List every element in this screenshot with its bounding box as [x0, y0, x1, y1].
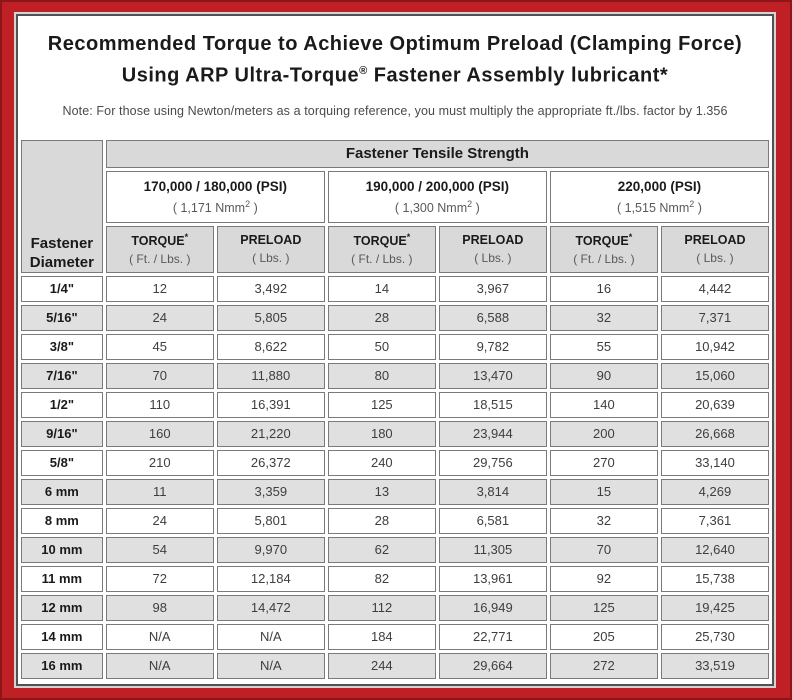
preload-header-label: PRELOAD [462, 233, 524, 248]
conversion-note: Note: For those using Newton/meters as a torquing reference, you must multiply the appropriate ft./lbs. factor by 1.356 [62, 103, 728, 118]
cell-value: 16,949 [439, 595, 547, 621]
cell-value: 50 [328, 334, 436, 360]
cell-value: 32 [550, 508, 658, 534]
cell-value: 5,801 [217, 508, 325, 534]
table-row [21, 276, 769, 302]
cell-value: 4,269 [661, 479, 769, 505]
table-row [21, 508, 769, 534]
cell-value: 9,970 [217, 537, 325, 563]
cell-value: 8,622 [217, 334, 325, 360]
torque-word: TORQUE [575, 234, 629, 249]
table-row [21, 421, 769, 447]
cell-value: 92 [550, 566, 658, 592]
cell-value: 29,756 [439, 450, 547, 476]
cell-value: 12,184 [217, 566, 325, 592]
cell-value: 205 [550, 624, 658, 650]
nmm-prefix: ( 1,515 Nmm [616, 200, 690, 215]
row-diameter: 9/16" [21, 421, 103, 447]
nmm-superscript: 2 [467, 198, 473, 209]
row-diameter: 3/8" [21, 334, 103, 360]
cell-value: 112 [328, 595, 436, 621]
cell-value: 3,814 [439, 479, 547, 505]
nmm-label [109, 199, 322, 215]
torque-header-label [109, 232, 211, 248]
cell-value: 272 [550, 653, 658, 679]
cell-value: 70 [550, 537, 658, 563]
cell-value: 90 [550, 363, 658, 389]
table-body [21, 276, 769, 679]
cell-value: 15 [550, 479, 658, 505]
cell-value: 18,515 [439, 392, 547, 418]
cell-value: N/A [217, 653, 325, 679]
cell-value: 82 [328, 566, 436, 592]
nmm-superscript: 2 [689, 198, 695, 209]
cell-value: 184 [328, 624, 436, 650]
corner-label-line2: Diameter [29, 253, 94, 271]
row-diameter: 14 mm [21, 624, 103, 650]
psi-group-220 [550, 171, 769, 223]
preload-unit: ( Lbs. ) [474, 251, 512, 266]
torque-unit: ( Ft. / Lbs. ) [351, 252, 413, 267]
row-diameter: 10 mm [21, 537, 103, 563]
cell-value: 45 [106, 334, 214, 360]
nmm-prefix: ( 1,171 Nmm [172, 200, 246, 215]
table-row [21, 479, 769, 505]
cell-value: 80 [328, 363, 436, 389]
torque-preload-header-row [21, 226, 769, 273]
row-diameter: 11 mm [21, 566, 103, 592]
cell-value: 14 [328, 276, 436, 302]
torque-header-label [553, 232, 655, 248]
torque-unit: ( Ft. / Lbs. ) [573, 252, 635, 267]
cell-value: 24 [106, 508, 214, 534]
cell-value: 19,425 [661, 595, 769, 621]
table-row [21, 334, 769, 360]
cell-value: 33,519 [661, 653, 769, 679]
torque-header-2 [328, 226, 436, 273]
title-line2-suffix: Fastener Assembly lubricant* [367, 64, 669, 87]
cell-value: 7,361 [661, 508, 769, 534]
cell-value: 72 [106, 566, 214, 592]
torque-header-label [331, 232, 433, 248]
corner-label-line1: Fastener [30, 234, 94, 252]
cell-value: 11,880 [217, 363, 325, 389]
table-row [21, 450, 769, 476]
psi-label: 170,000 / 180,000 (PSI) [143, 178, 287, 194]
cell-value: 28 [328, 305, 436, 331]
psi-label: 190,000 / 200,000 (PSI) [365, 178, 510, 194]
cell-value: 210 [106, 450, 214, 476]
table-row [21, 624, 769, 650]
nmm-label [331, 199, 544, 215]
torque-unit: ( Ft. / Lbs. ) [129, 252, 191, 267]
cell-value: 12 [106, 276, 214, 302]
row-diameter: 5/16" [21, 305, 103, 331]
cell-value: 244 [328, 653, 436, 679]
cell-value: 29,664 [439, 653, 547, 679]
table-row [21, 363, 769, 389]
title-block [18, 16, 772, 118]
document-panel [16, 14, 774, 686]
preload-header-3 [661, 226, 769, 273]
cell-value: 15,738 [661, 566, 769, 592]
preload-header-label: PRELOAD [240, 233, 302, 248]
cell-value: 23,944 [439, 421, 547, 447]
cell-value: 32 [550, 305, 658, 331]
nmm-suffix: ) [472, 200, 480, 215]
torque-asterisk: * [628, 232, 633, 243]
cell-value: 6,588 [439, 305, 547, 331]
torque-asterisk: * [184, 232, 189, 243]
cell-value: 25,730 [661, 624, 769, 650]
cell-value: 15,060 [661, 363, 769, 389]
cell-value: 5,805 [217, 305, 325, 331]
cell-value: 180 [328, 421, 436, 447]
cell-value: 13 [328, 479, 436, 505]
table-row [21, 537, 769, 563]
torque-word: TORQUE [131, 234, 185, 249]
preload-header-2 [439, 226, 547, 273]
cell-value: 26,668 [661, 421, 769, 447]
nmm-prefix: ( 1,300 Nmm [394, 200, 468, 215]
row-diameter: 16 mm [21, 653, 103, 679]
registered-trademark-symbol: ® [359, 65, 368, 77]
cell-value: 26,372 [217, 450, 325, 476]
torque-asterisk: * [406, 232, 411, 243]
cell-value: 3,967 [439, 276, 547, 302]
cell-value: 70 [106, 363, 214, 389]
torque-header-3 [550, 226, 658, 273]
cell-value: 11 [106, 479, 214, 505]
cell-value: 110 [106, 392, 214, 418]
cell-value: 4,442 [661, 276, 769, 302]
row-diameter: 5/8" [21, 450, 103, 476]
cell-value: 33,140 [661, 450, 769, 476]
cell-value: 24 [106, 305, 214, 331]
row-diameter: 12 mm [21, 595, 103, 621]
cell-value: 20,639 [661, 392, 769, 418]
cell-value: 125 [550, 595, 658, 621]
cell-value: 160 [106, 421, 214, 447]
cell-value: 21,220 [217, 421, 325, 447]
tensile-strength-header: Fastener Tensile Strength [106, 140, 769, 168]
tensile-strength-header-row [21, 140, 769, 168]
cell-value: 13,961 [439, 566, 547, 592]
preload-unit: ( Lbs. ) [252, 251, 290, 266]
table-row [21, 305, 769, 331]
row-diameter: 1/2" [21, 392, 103, 418]
row-diameter: 1/4" [21, 276, 103, 302]
cell-value: 10,942 [661, 334, 769, 360]
cell-value: 22,771 [439, 624, 547, 650]
psi-header-row [21, 171, 769, 223]
nmm-label [553, 199, 766, 215]
fastener-diameter-header-cell [21, 140, 103, 273]
torque-word: TORQUE [353, 234, 407, 249]
cell-value: N/A [217, 624, 325, 650]
cell-value: 55 [550, 334, 658, 360]
psi-label: 220,000 (PSI) [617, 178, 702, 194]
nmm-suffix: ) [694, 200, 702, 215]
cell-value: 3,492 [217, 276, 325, 302]
cell-value: 11,305 [439, 537, 547, 563]
cell-value: 270 [550, 450, 658, 476]
cell-value: 140 [550, 392, 658, 418]
cell-value: 13,470 [439, 363, 547, 389]
cell-value: 14,472 [217, 595, 325, 621]
cell-value: 28 [328, 508, 436, 534]
table-row [21, 392, 769, 418]
table-row [21, 595, 769, 621]
torque-header-1 [106, 226, 214, 273]
cell-value: 7,371 [661, 305, 769, 331]
preload-header-label: PRELOAD [684, 233, 746, 248]
preload-unit: ( Lbs. ) [696, 251, 734, 266]
nmm-suffix: ) [250, 200, 258, 215]
row-diameter: 7/16" [21, 363, 103, 389]
cell-value: 98 [106, 595, 214, 621]
row-diameter: 8 mm [21, 508, 103, 534]
cell-value: 12,640 [661, 537, 769, 563]
row-diameter: 6 mm [21, 479, 103, 505]
nmm-superscript: 2 [245, 198, 251, 209]
psi-group-190-200 [328, 171, 547, 223]
psi-group-170-180 [106, 171, 325, 223]
cell-value: 16,391 [217, 392, 325, 418]
title-line2-prefix: Using ARP Ultra-Torque [121, 64, 360, 87]
cell-value: 3,359 [217, 479, 325, 505]
table-row [21, 653, 769, 679]
torque-spec-table [18, 137, 772, 682]
cell-value: 54 [106, 537, 214, 563]
cell-value: 62 [328, 537, 436, 563]
cell-value: 200 [550, 421, 658, 447]
page-title-line2 [18, 58, 772, 90]
cell-value: N/A [106, 653, 214, 679]
cell-value: 16 [550, 276, 658, 302]
table-row [21, 566, 769, 592]
cell-value: 9,782 [439, 334, 547, 360]
cell-value: 240 [328, 450, 436, 476]
cell-value: 125 [328, 392, 436, 418]
preload-header-1 [217, 226, 325, 273]
cell-value: 6,581 [439, 508, 547, 534]
page-title-line1: Recommended Torque to Achieve Optimum Preload (Clamping Force) [47, 33, 743, 55]
cell-value: N/A [106, 624, 214, 650]
